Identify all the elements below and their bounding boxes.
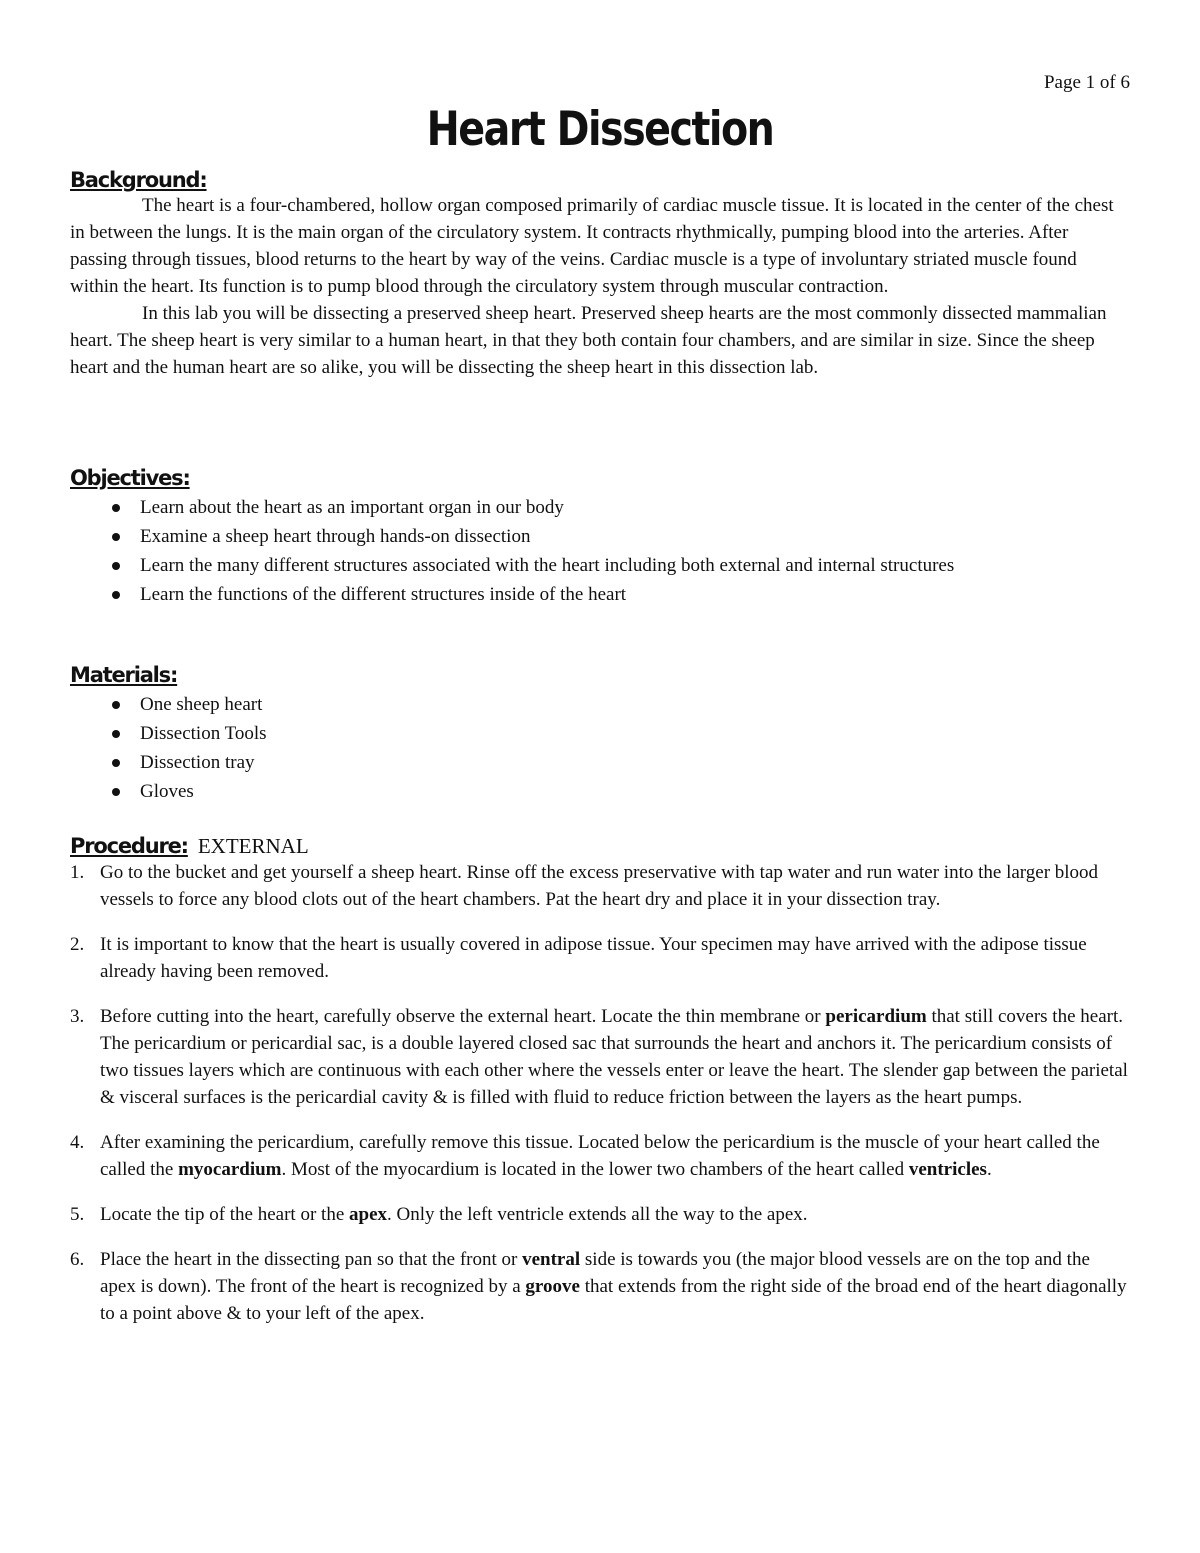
- procedure-step: [70, 1003, 1130, 1111]
- step-text: that still covers the heart. The pericardium or pericardial sac, is a double layered closed sac that surrounds the heart and anchors it. The pericardium consists of two tissues layers which are continuous with each other where the vessels enter or leave the heart. The slender gap between the parietal & visceral surfaces is the pericardial cavity & is filled with fluid to reduce friction between the layers as the heart pumps.: [100, 1006, 1128, 1108]
- key-term: ventricles: [908, 1159, 987, 1180]
- step-text: .: [986, 1159, 992, 1180]
- bullet-icon: [112, 788, 120, 796]
- step-number: 5.: [70, 1204, 85, 1225]
- list-item: Dissection Tools: [70, 720, 1130, 747]
- bullet-icon: [112, 759, 120, 767]
- procedure-step: [70, 931, 1130, 985]
- step-text: Go to the bucket and get yourself a sheep heart. Rinse off the excess preservative with tap water and run water into the larger blood vessels to force any blood clots out of the heart chambers. Pat the heart dry and place it in your dissection tray.: [100, 862, 1099, 910]
- step-text: It is important to know that the heart is usually covered in adipose tissue. Your specimen may have arrived with the adipose tissue already having been removed.: [100, 934, 1087, 982]
- bullet-icon: [112, 562, 120, 570]
- step-number: 4.: [70, 1132, 85, 1153]
- background-heading: Background:: [70, 168, 207, 192]
- page-number: Page 1 of 6: [1043, 72, 1130, 93]
- step-text: side is towards you (the major blood vessels are on the top and the apex is down). The front of the heart is recognized by a: [100, 1249, 1090, 1297]
- key-term: apex: [349, 1204, 388, 1225]
- background-section: [70, 168, 1130, 381]
- procedure-step: [70, 859, 1130, 913]
- procedure-step: [70, 1129, 1130, 1183]
- step-number: 3.: [70, 1006, 85, 1027]
- materials-heading: Materials:: [70, 663, 178, 687]
- bullet-icon: [112, 533, 120, 541]
- step-text: Before cutting into the heart, carefully observe the external heart. Locate the thin membrane or: [100, 1006, 826, 1027]
- list-item: One sheep heart: [70, 691, 1130, 718]
- step-text: . Only the left ventricle extends all the way to the apex.: [387, 1204, 808, 1225]
- step-text: After examining the pericardium, carefully remove this tissue. Located below the pericardium is the muscle of your heart called the called the: [100, 1132, 1100, 1180]
- step-text: Place the heart in the dissecting pan so that the front or: [100, 1249, 523, 1270]
- background-paragraph-2: In this lab you will be dissecting a preserved sheep heart. Preserved sheep hearts are the most commonly dissected mammalian heart. The sheep heart is very similar to a human heart, in that they both contain four chambers, and are similar in size. Since the sheep heart and the human heart are so alike, you will be dissecting the sheep heart in this dissection lab.: [70, 303, 1107, 378]
- background-paragraph-1: The heart is a four-chambered, hollow organ composed primarily of cardiac muscle tissue. It is located in the center of the chest in between the lungs. It is the main organ of the circulatory system. It contracts rhythmically, pumping blood into the arteries. After passing through tissues, blood returns to the heart by way of the veins. Cardiac muscle is a type of involuntary striated muscle found within the heart. Its function is to pump blood through the circulatory system through muscular contraction.: [70, 195, 1114, 297]
- list-item: Examine a sheep heart through hands-on dissection: [70, 523, 1130, 550]
- list-item: Gloves: [70, 778, 1130, 805]
- list-item: Dissection tray: [70, 749, 1130, 776]
- bullet-icon: [112, 730, 120, 738]
- key-term: ventral: [522, 1249, 581, 1270]
- bullet-icon: [112, 591, 120, 599]
- key-term: pericardium: [825, 1006, 927, 1027]
- procedure-steps: [70, 859, 1130, 1327]
- step-text: Locate the tip of the heart or the: [100, 1204, 350, 1225]
- materials-list: [70, 691, 1130, 805]
- list-item: Learn the many different structures associated with the heart including both external and internal structures: [70, 552, 1130, 579]
- objectives-list: [70, 494, 1130, 608]
- objectives-section: [70, 466, 1130, 610]
- step-text: that extends from the right side of the broad end of the heart diagonally to a point above & to your left of the apex.: [100, 1276, 1127, 1324]
- step-number: 6.: [70, 1249, 85, 1270]
- procedure-section: [70, 834, 1130, 1345]
- step-number: 1.: [70, 862, 85, 883]
- list-item: Learn about the heart as an important organ in our body: [70, 494, 1130, 521]
- list-item: Learn the functions of the different structures inside of the heart: [70, 581, 1130, 608]
- materials-section: [70, 663, 1130, 807]
- procedure-heading: Procedure:: [70, 834, 188, 858]
- bullet-icon: [112, 701, 120, 709]
- procedure-step: [70, 1201, 1130, 1228]
- page-title: Heart Dissection: [426, 101, 774, 158]
- key-term: groove: [525, 1276, 580, 1297]
- procedure-subheading: EXTERNAL: [197, 834, 309, 858]
- step-text: . Most of the myocardium is located in the lower two chambers of the heart called: [281, 1159, 909, 1180]
- step-number: 2.: [70, 934, 85, 955]
- procedure-step: [70, 1246, 1130, 1327]
- objectives-heading: Objectives:: [70, 466, 190, 490]
- bullet-icon: [112, 504, 120, 512]
- key-term: myocardium: [178, 1159, 282, 1180]
